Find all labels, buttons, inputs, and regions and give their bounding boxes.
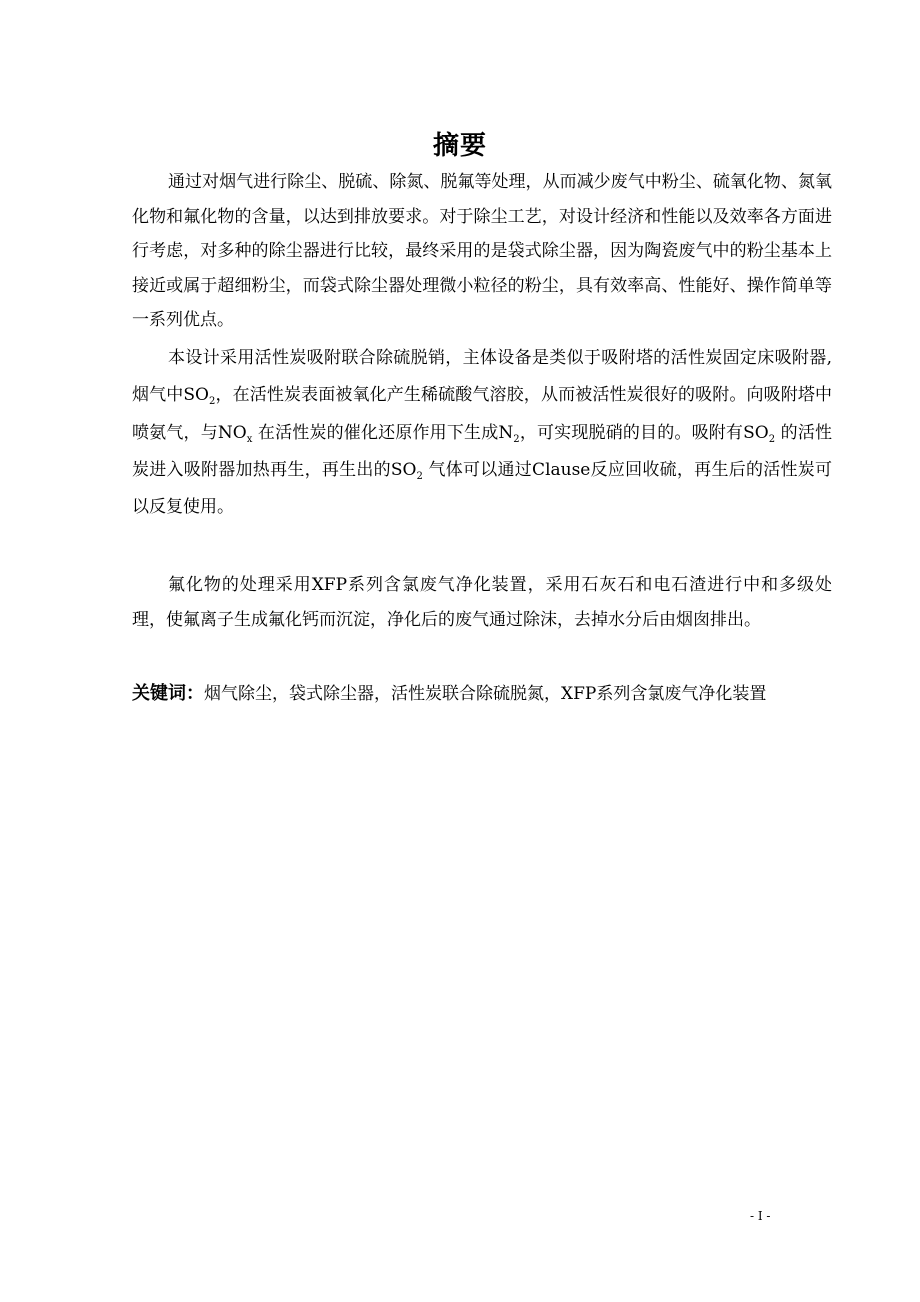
- paragraph-2-text: 气体可以通过Clause反应回收硫，再生后的活性炭可以反复使用。: [132, 459, 832, 518]
- keywords-label: 关键词：: [132, 683, 204, 704]
- abstract-paragraph-1: 通过对烟气进行除尘、脱硫、除氮、脱氟等处理，从而减少废气中粉尘、硫氧化物、氮氧化物和氟化物的含量，以达到排放要求。对于除尘工艺，对设计经济和性能以及效率各方面进行考虑，对多种的除尘器进行比较，最终采用的是袋式除尘器，因为陶瓷废气中的粉尘基本上接近或属于超细粉尘，而袋式除尘器处理微小粒径的粉尘，具有效率高、性能好、操作简单等一系列优点。: [132, 172, 832, 330]
- paragraph-2-text: 本设计采用活性炭吸附联合除硫脱销，主体设备是类似于吸附塔的活性炭固定床吸附器, 烟气中SO: [132, 348, 832, 406]
- abstract-paragraph-2: [132, 340, 832, 526]
- page-title: 摘要: [432, 131, 487, 161]
- subscript: 2: [768, 433, 776, 445]
- subscript: 2: [208, 396, 216, 408]
- paragraph-2-text: ，可实现脱硝的目的。吸附有SO: [519, 422, 769, 443]
- subscript: 2: [416, 470, 423, 482]
- keywords-text: 烟气除尘，袋式除尘器，活性炭联合除硫脱氮，XFP系列含氯废气净化装置: [204, 684, 767, 704]
- subscript: 2: [513, 433, 520, 445]
- paragraph-2-text: 的活性炭进入吸附器加热再生，再生出的SO: [132, 422, 833, 480]
- abstract-paragraph-3: 氟化物的处理采用XFP系列含氯废气净化装置，采用石灰石和电石渣进行中和多级处理，使氟离子生成氟化钙而沉淀，净化后的废气通过除沫，去掉水分后由烟囱排出。: [132, 575, 832, 630]
- paragraph-2-text: ，在活性炭表面被氧化产生稀硫酸气溶胶，从而被活性炭很好的吸附。向吸附塔中喷氨气，与NO: [132, 385, 833, 443]
- page-number: - I -: [750, 1209, 771, 1223]
- keywords-line: [132, 677, 852, 711]
- paragraph-2-text: 在活性炭的催化还原作用下生成N: [252, 422, 514, 443]
- subscript: x: [246, 433, 253, 445]
